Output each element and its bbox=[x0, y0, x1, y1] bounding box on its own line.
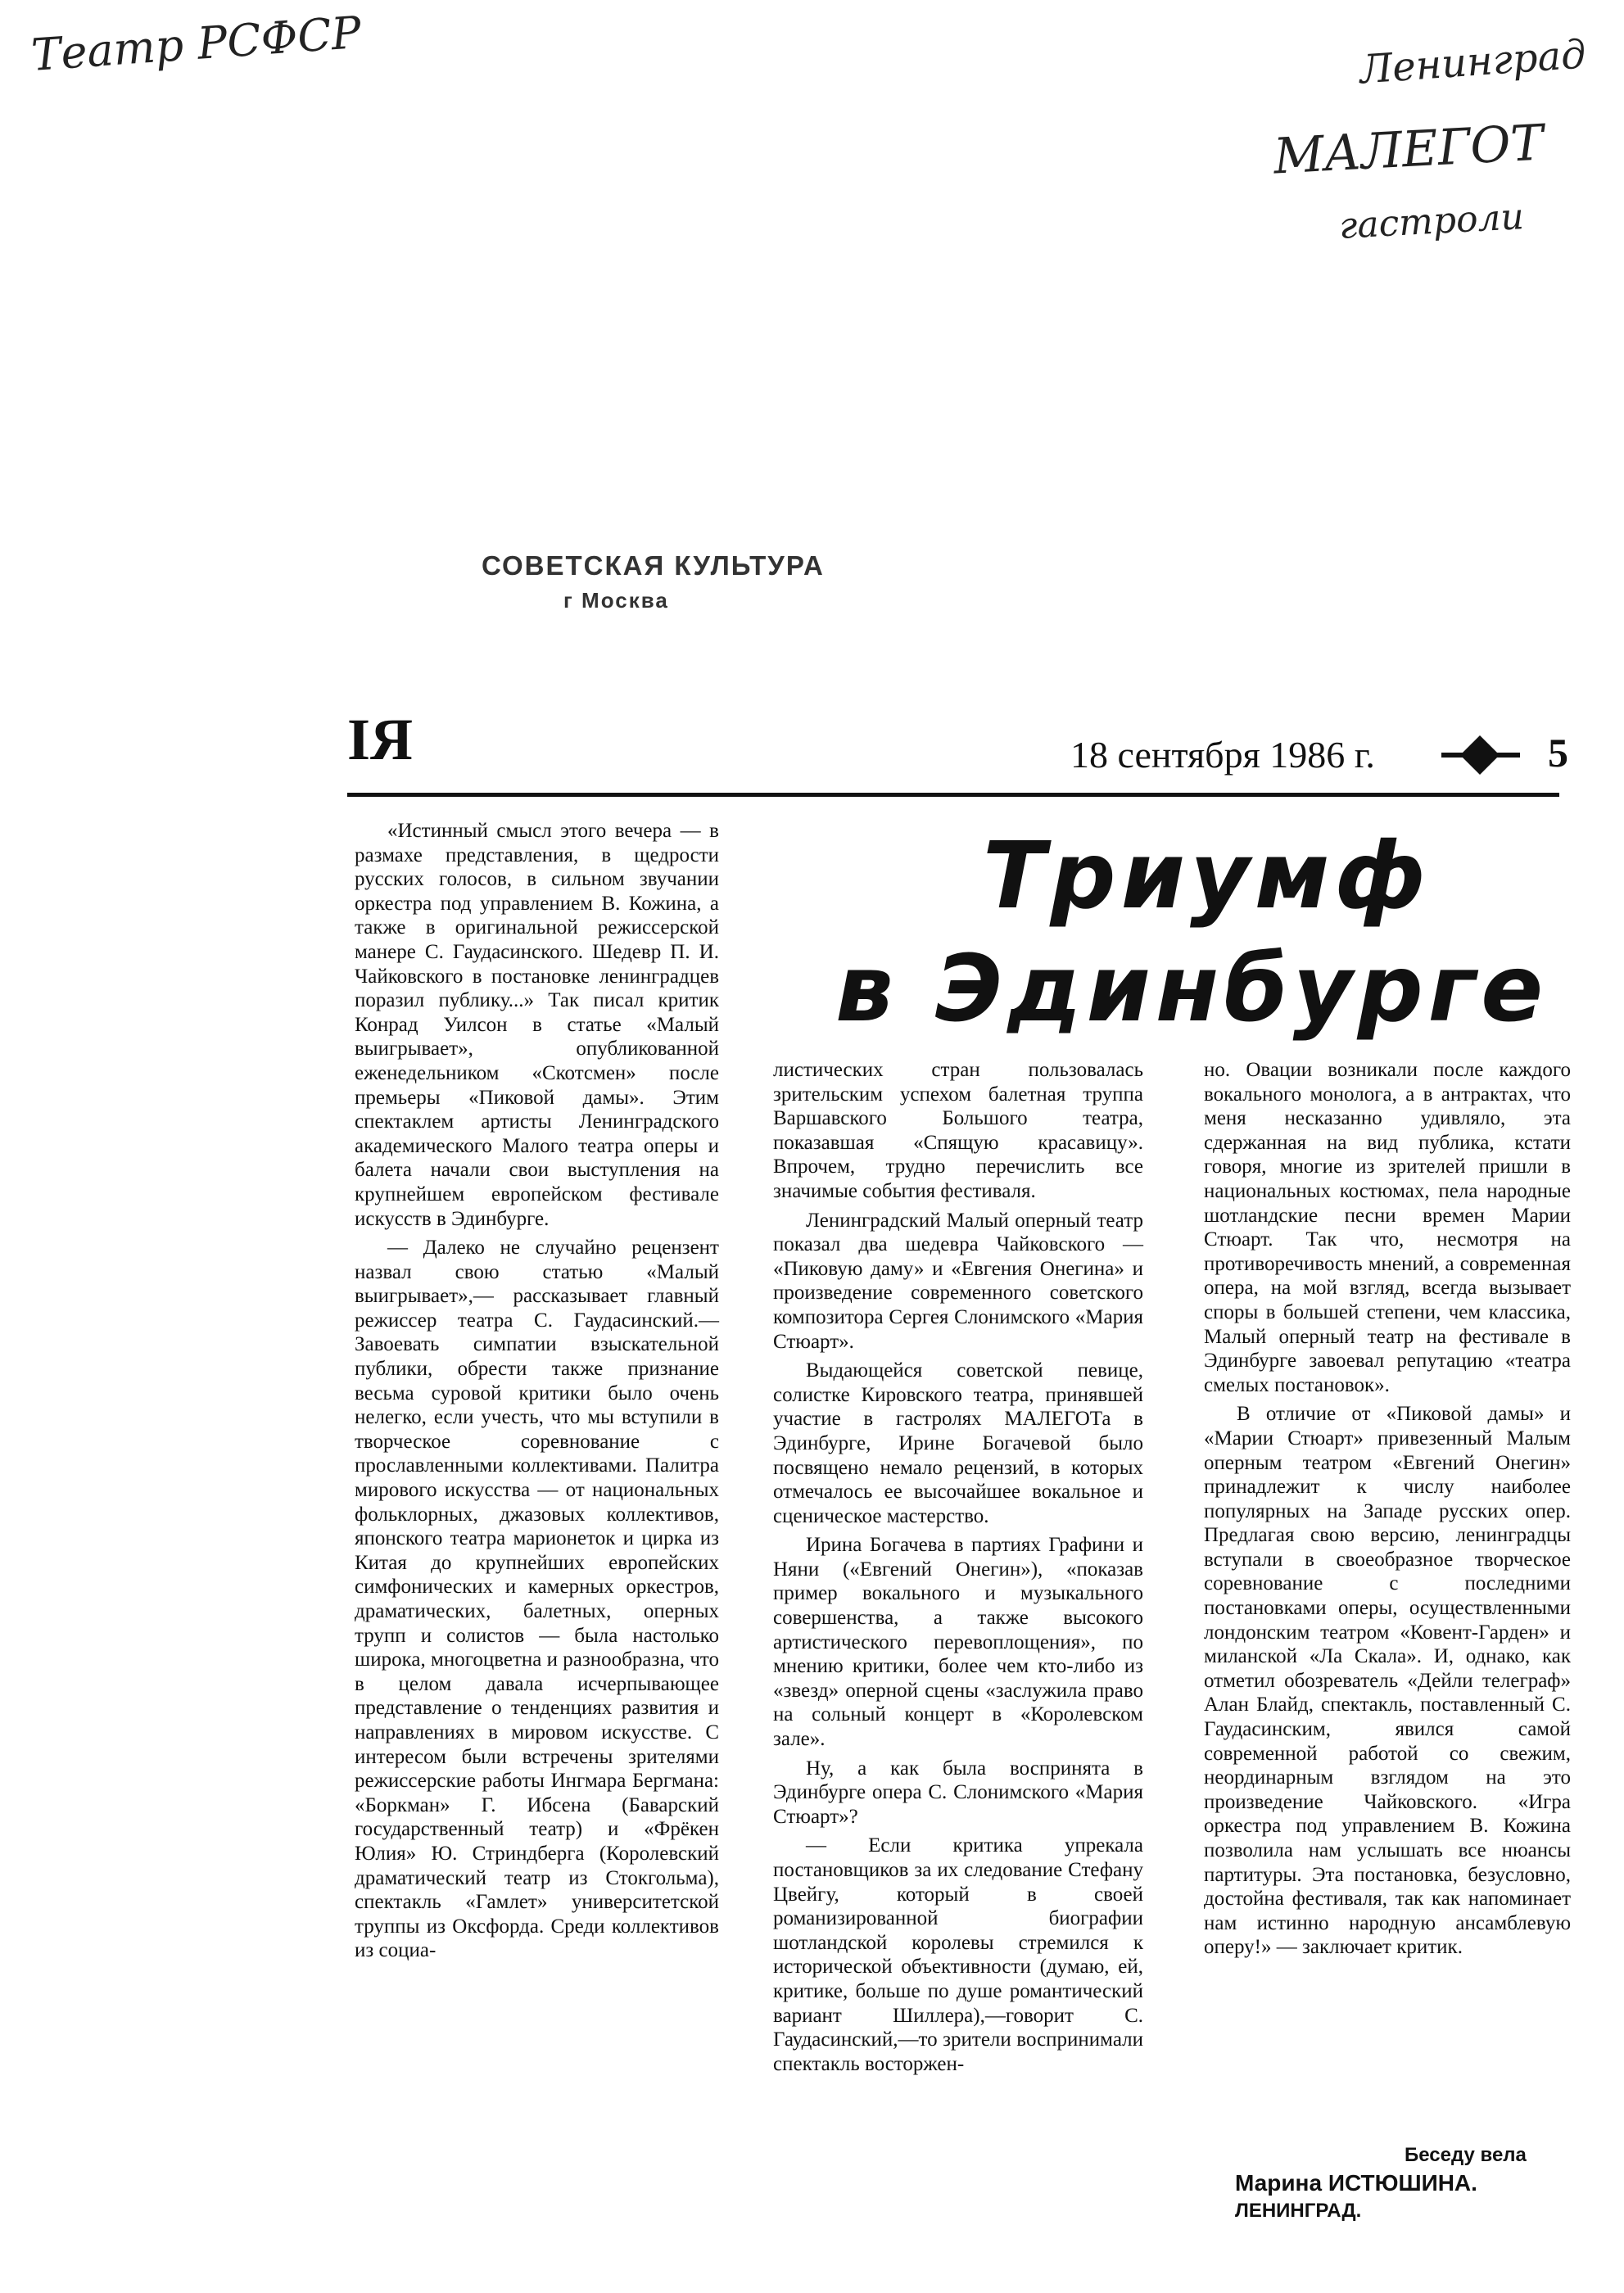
paragraph: но. Овации возникали после каждого вокального монолога, а в антрактах, что меня несказанно удивляло, эта сдержанная на вид публика, кстати говоря, многие из зрителей пришли в национальных костюмах, пела народные шотландские песни времен Марии Стюарт. Так что, несмотря на противоречивость мнений, а современная опера, на мой взгляд, всегда вызывает споры в большей степени, чем классика, Малый оперный театр на фестивале в Эдинбурге завоевал репутацию «театра смелых постановок». bbox=[1204, 1059, 1571, 1396]
paragraph: — Далеко не случайно рецензент назвал свою статью «Малый выигрывает»,— рассказывает главный режиссер театра С. Гаудасинский.— Завоевать симпатии взыскательной публики, обрести также признание весьма суровой критики было очень нелегко, если учесть, что мы вступили в творческое соревнование с прославленными коллективами. Палитра мирового искусства — от национальных фольклорных, джазовых коллективов, японского театра марионеток и цирка из Китая до крупнейших европейских симфонических и камерных оркестров, драматических, балетных, оперных трупп и солистов — была настолько широка, многоцветна и разнообразна, что в целом давала исчерпывающее представление о тенденциях развития и направлениях в мировом искусстве. С интересом были встречены зрителями режиссерские работы Ингмара Бергмана: «Боркман» Г. Ибсена (Баварский государственный театр) и «Фрёкен Юлия» Ю. Стриндберга (Королевский драматический театр из Стокгольма), спектакль «Гамлет» университетской труппы из Оксфорда. Среди коллективов из социа- bbox=[355, 1237, 719, 1962]
page-number: 5 bbox=[1548, 730, 1568, 776]
paragraph: Ирина Богачева в партиях Графини и Няни («Евгений Онегин»), «показав пример вокального и музыкального совершенства, а также высокого артистического перевоплощения», по мнению критики, более чем кто-либо из «звезд» оперной сцены «заслужила право на сольный концерт в «Королевском зале». bbox=[773, 1534, 1143, 1751]
paragraph: Выдающейся советской певице, солистке Кировского театра, принявшей участие в гастролях МАЛЕГОТа в Эдинбурге, Ирине Богачевой было посвящено немало рецензий, в которых отмечалось ее высочайшее вокальное и сценическое мастерство. bbox=[773, 1359, 1143, 1527]
author-city: ЛЕНИНГРАД. bbox=[1235, 2200, 1362, 2222]
newspaper-stamp-city: г Москва bbox=[563, 588, 669, 613]
paragraph: — Если критика упрекала постановщиков за их следование Стефану Цвейгу, который в своей романизированной биографии шотландской королевы стремился к исторической объективности (думаю, ей, критике, больше по душе романтический вариант Шиллера),—говорит С. Гаудасинский,—то зрители воспринимали спектакль восторжен- bbox=[773, 1834, 1143, 2075]
article-column-3 bbox=[1204, 1058, 1571, 1965]
article-headline-line1: Триумф bbox=[983, 823, 1431, 929]
header-rule bbox=[347, 793, 1559, 797]
article-column-2 bbox=[773, 1058, 1143, 2081]
header-ornament-line bbox=[1441, 753, 1520, 758]
handwritten-note-city: Ленинград bbox=[1358, 31, 1588, 93]
newspaper-stamp-title: СОВЕТСКАЯ КУЛЬТУРА bbox=[482, 550, 825, 581]
author-name: Марина ИСТЮШИНА. bbox=[1235, 2170, 1477, 2196]
handwritten-note-tour: гастроли bbox=[1337, 196, 1526, 247]
signature-intro: Беседу вела bbox=[1405, 2144, 1527, 2166]
paragraph: «Истинный смысл этого вечера — в размахе представления, в щедрости русских голосов, в сильном звучании оркестра под управлением В. Кожина, а также в оригинальной режиссерской манере С. Гаудасинского. Шедевр П. И. Чайковского в постановке ленинградцев поразил публику...» Так писал критик Конрад Уилсон в статье «Малый выигрывает», опубликованной еженедельником «Скотсмен» после премьеры «Пиковой дамы». Этим спектаклем артисты Ленинградского академического Малого театра оперы и балета начали свои выступления на крупнейшем европейском фестивале искусств в Эдинбурге. bbox=[355, 820, 719, 1230]
article-column-1 bbox=[355, 819, 719, 1968]
paragraph: листических стран пользовалась зрительским успехом балетная труппа Варшавского Большого театра, показавшая «Спящую красавицу». Впрочем, трудно перечислить все значимые события фестиваля. bbox=[773, 1059, 1143, 1202]
paragraph: Ленинградский Малый оперный театр показал два шедевра Чайковского — «Пиковую даму» и «Евгения Онегина» и произведение современного советского композитора Сергея Слонимского «Мария Стюарт». bbox=[773, 1209, 1143, 1353]
handwritten-note-theatre: МАЛЕГОТ bbox=[1272, 114, 1545, 186]
issue-date: 18 сентября 1986 г. bbox=[1070, 734, 1375, 776]
header-fragment: ІЯ bbox=[347, 707, 414, 772]
paragraph: Ну, а как была воспринята в Эдинбурге опера С. Слонимского «Мария Стюарт»? bbox=[773, 1757, 1143, 1828]
handwritten-note-top-left: Театр РСФСР bbox=[29, 7, 363, 81]
article-headline-line2: в Эдинбурге bbox=[835, 936, 1549, 1042]
paragraph: В отличие от «Пиковой дамы» и «Марии Стюарт» привезенный Малым оперным театром «Евгений Онегин» принадлежит к числу наиболее популярных на Западе русских опер. Предлагая свою версию, ленинградцы вступали в своеобразное творческое соревнование с последними постановками оперы, осуществленными лондонским театром «Ковент-Гарден» и миланской «Ла Скала». И, однако, как отметил обозреватель «Дейли телеграф» Алан Блайд, спектакль, поставленный С. Гаудасинским, явился самой современной работой со свежим, неординарным взглядом на это произведение Чайковского. «Игра оркестра под управлением В. Кожина позволила нам услышать все нюансы партитуры. Эта постановка, безусловно, достойна фестиваля, так как напоминает нам истинно народную ансамблевую оперу!» — заключает критик. bbox=[1204, 1403, 1571, 1959]
